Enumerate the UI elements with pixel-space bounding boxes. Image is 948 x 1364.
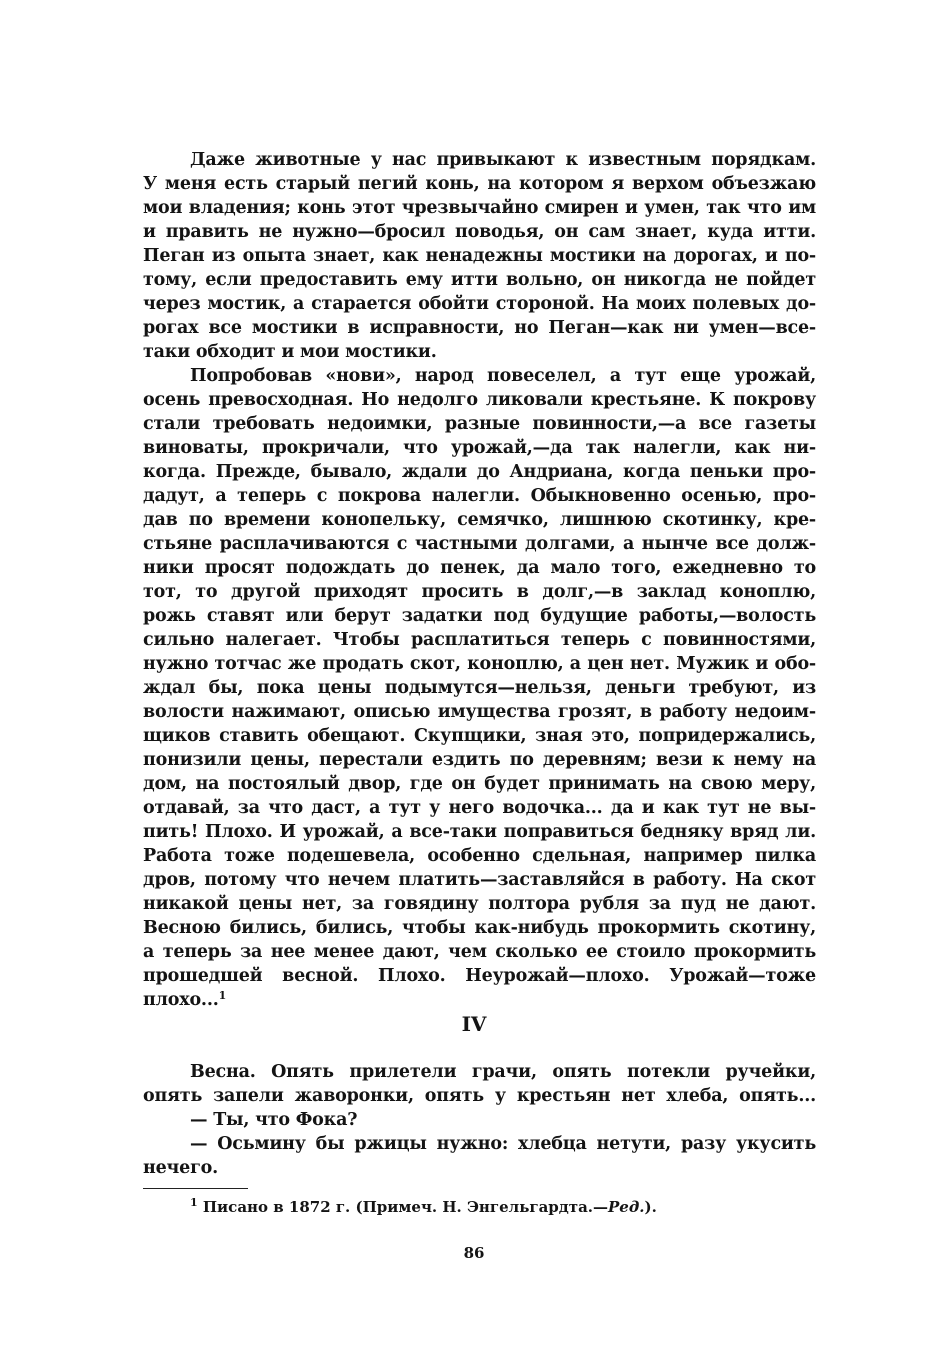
text-line: нечего. (143, 1158, 218, 1178)
text-line: дров, потому что нечем платить—заставляйся в работу. На скот (143, 870, 816, 890)
text-line: через мостик, а старается обойти стороной. На моих полевых до- (143, 294, 816, 314)
text-line: таки обходит и мои мостики. (143, 342, 437, 362)
footnote-ref: 1 (218, 989, 227, 1002)
text-line: Пеган из опыта знает, как ненадежны мостики на дорогах, и по- (143, 246, 816, 266)
text-line: Даже животные у нас привыкают к известным порядкам. (190, 150, 816, 170)
text-line: прошедшей весной. Плохо. Неурожай—плохо. Урожай—тоже (143, 966, 816, 986)
text-line: Весна. Опять прилетели грачи, опять потекли ручейки, (190, 1062, 816, 1082)
text-line: нужно тотчас же продать скот, коноплю, а цен нет. Мужик и обо- (143, 654, 816, 674)
text-line-content: плохо... (143, 990, 219, 1010)
text-line: опять запели жаворонки, опять у крестьян нет хлеба, опять... (143, 1086, 816, 1106)
text-line: ждал бы, пока цены подымутся—нельзя, деньги требуют, из (143, 678, 816, 698)
text-line: стали требовать недоимки, разные повинности,—а все газеты (143, 414, 816, 434)
text-line: а теперь за нее менее дают, чем сколько ее стоило прокормить (143, 942, 816, 962)
text-line: У меня есть старый пегий конь, на котором я верхом объезжаю (143, 174, 816, 194)
text-line: щиков ставить обещают. Скупщики, зная это, попридержались, (143, 726, 816, 746)
text-line: тому, если предоставить ему итти вольно, он никогда не пойдет (143, 270, 816, 290)
text-line: волости нажимают, описью имущества грозят, в работу недоим- (143, 702, 816, 722)
text-line: мои владения; конь этот чрезвычайно смирен и умен, так что им (143, 198, 816, 218)
text-line: и править не нужно—бросил поводья, он сам знает, куда итти. (143, 222, 816, 242)
text-line: дом, на постоялый двор, где он будет принимать на свою меру, (143, 774, 816, 794)
footnote-text: Писано в 1872 г. (Примеч. Н. Энгельгардта.— (202, 1198, 609, 1216)
page-number: 86 (463, 1244, 485, 1262)
dialogue-line: — Ты, что Фока? (190, 1110, 358, 1130)
text-line: Работа тоже подешевела, особенно сдельная, например пилка (143, 846, 816, 866)
footnote-marker: 1 (190, 1196, 198, 1209)
text-line: рожь ставят или берут задатки под будущие работы,—волость (143, 606, 816, 626)
text-line: виноваты, прокричали, что урожай,—да так налегли, как ни- (143, 438, 816, 458)
text-line: никакой цены нет, за говядину полтора рубля за пуд не дают. (143, 894, 816, 914)
text-line: ники просят подождать до пенек, да мало того, ежедневно то (143, 558, 816, 578)
text-line: дав по времени конопельку, семячко, лишнюю скотинку, кре- (143, 510, 816, 530)
footnote (190, 1196, 657, 1218)
text-line: тот, то другой приходят просить в долг,—в заклад коноплю, (143, 582, 816, 602)
footnote-editor-abbr: Ред. (608, 1198, 645, 1216)
text-line: отдавай, за что даст, а тут у него водочка... да и как тут не вы- (143, 798, 816, 818)
dialogue-line: — Осьмину бы ржицы нужно: хлебца нетути, разу укусить (190, 1134, 816, 1154)
section-heading: IV (461, 1012, 487, 1036)
footnote-closing: ). (644, 1198, 657, 1216)
text-line: сильно налегает. Чтобы расплатиться теперь с повинностями, (143, 630, 816, 650)
text-line: Весною бились, бились, чтобы как-нибудь прокормить скотину, (143, 918, 816, 938)
text-line: Попробовав «нови», народ повеселел, а тут еще урожай, (190, 366, 816, 386)
text-line: осень превосходная. Но недолго ликовали крестьяне. К покрову (143, 390, 816, 410)
text-line: стьяне расплачиваются с частными долгами, а нынче все долж- (143, 534, 816, 554)
text-line: рогах все мостики в исправности, но Пеган—как ни умен—все- (143, 318, 816, 338)
footnote-divider (143, 1188, 248, 1189)
text-line: понизили цены, перестали ездить по деревням; вези к нему на (143, 750, 816, 770)
text-line: когда. Прежде, бывало, ждали до Андриана, когда пеньки про- (143, 462, 816, 482)
text-line: дадут, а теперь с покрова налегли. Обыкновенно осенью, про- (143, 486, 816, 506)
text-line (143, 988, 816, 1012)
text-line: пить! Плохо. И урожай, а все-таки поправиться бедняку вряд ли. (143, 822, 816, 842)
